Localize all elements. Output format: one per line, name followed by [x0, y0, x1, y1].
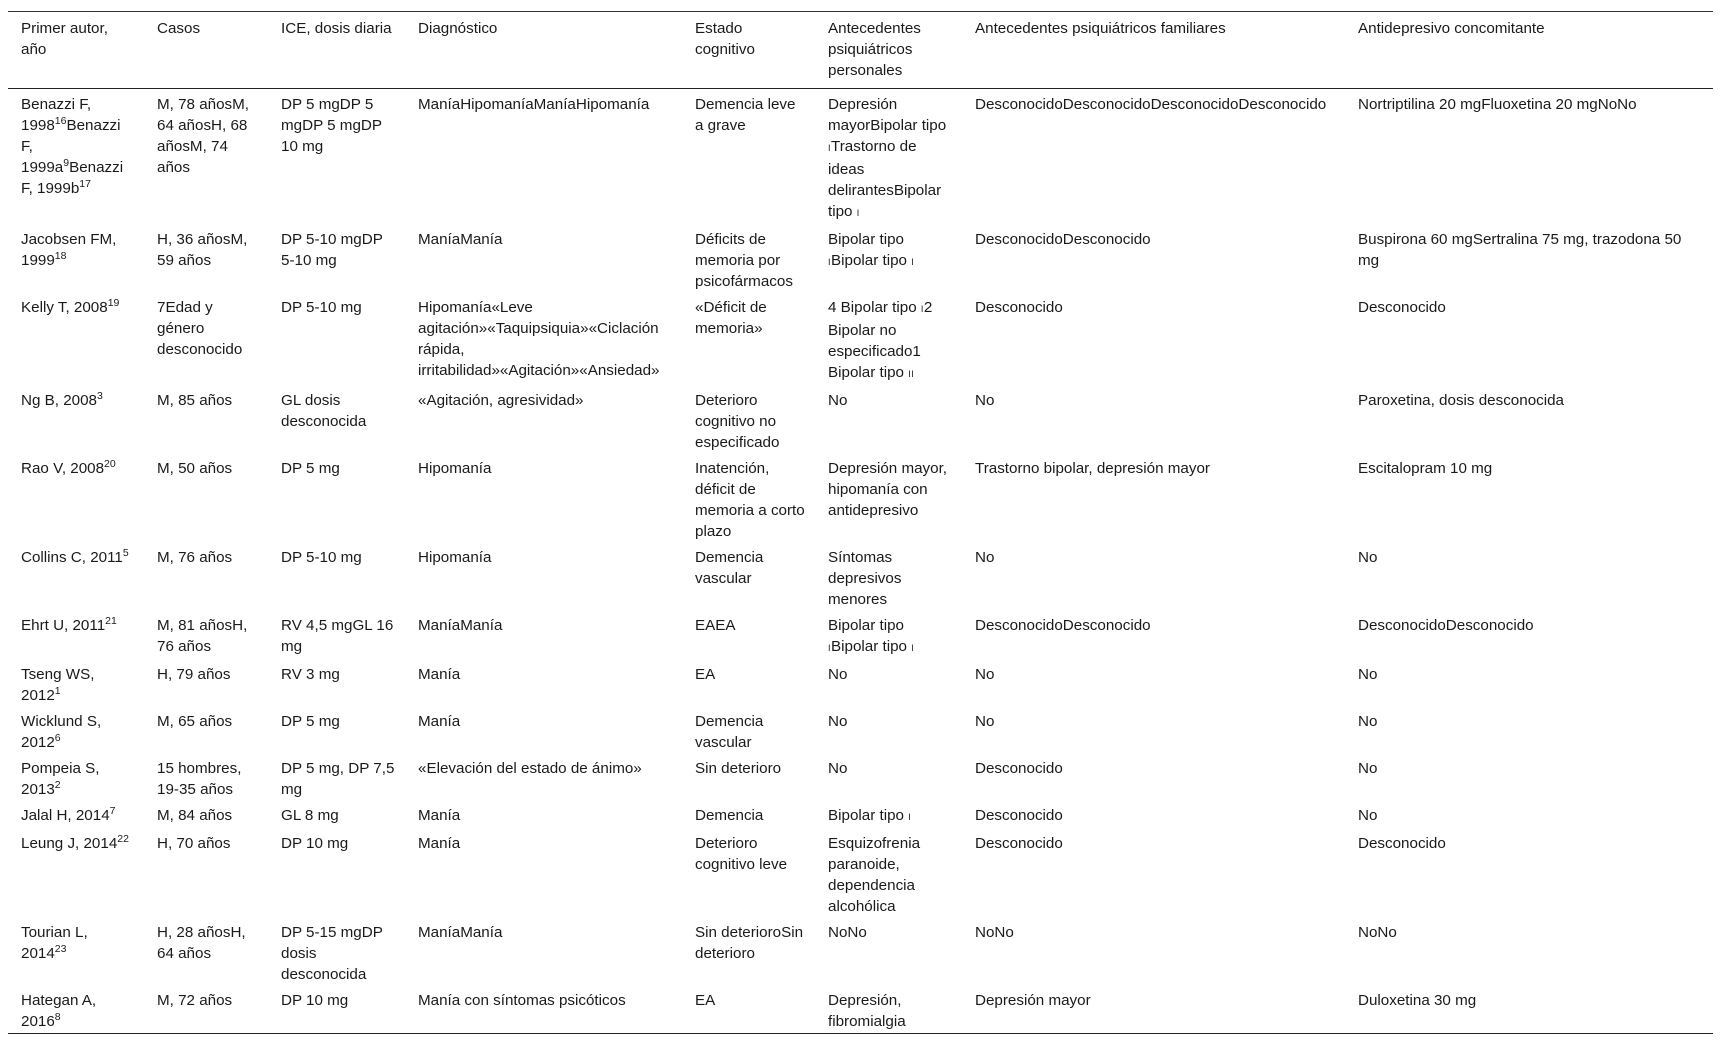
cell-cognitive: Sin deterioroSin deterioro: [695, 924, 804, 962]
cell-diagnosis: ManíaManía: [418, 924, 503, 941]
cell-diagnosis: ManíaManía: [418, 617, 503, 634]
cell-dose: DP 5-10 mg: [281, 549, 362, 566]
cell-antidepressant: No: [1358, 713, 1378, 730]
header-author: Primer autor, año: [21, 20, 108, 58]
cell-diagnosis: Hipomanía«Leve agitación»«Taquipsiquia»«Ciclación rápida, irritabilidad»«Agitación»«Ansiedad»: [418, 299, 660, 379]
cell-antidepressant: No: [1358, 760, 1378, 777]
cell-family-history: No: [975, 713, 995, 730]
cell-cases: M, 50 años: [157, 460, 233, 477]
table-row: [8, 611, 1713, 660]
cell-family-history: DesconocidoDesconocido: [975, 231, 1151, 248]
cell-author: Tourian L, 2014$^{23}$: [21, 924, 88, 962]
cell-diagnosis: «Elevación del estado de ánimo»: [418, 760, 642, 777]
cell-cognitive: EA: [695, 666, 716, 683]
cell-dose: GL dosis desconocida: [281, 392, 367, 430]
cell-family-history: Depresión mayor: [975, 992, 1091, 1009]
cell-personal-history: Depresión, fibromialgia: [828, 992, 906, 1030]
cell-dose: RV 4,5 mgGL 16 mg: [281, 617, 394, 655]
cell-dose: RV 3 mg: [281, 666, 340, 683]
cell-antidepressant: Paroxetina, dosis desconocida: [1358, 392, 1565, 409]
table-row: [8, 293, 1713, 386]
cell-personal-history: No: [828, 392, 848, 409]
cell-dose: DP 5-15 mgDP dosis desconocida: [281, 924, 383, 983]
table-row: [8, 829, 1713, 918]
cell-personal-history: 4 Bipolar tipo I2 Bipolar no especificado1 Bipolar tipo II: [828, 299, 933, 381]
cell-cases: 7Edad y género desconocido: [157, 299, 243, 358]
cell-antidepressant: Desconocido: [1358, 299, 1446, 316]
cell-family-history: DesconocidoDesconocido: [975, 617, 1151, 634]
cell-dose: DP 5 mg: [281, 460, 340, 477]
cell-diagnosis: Manía: [418, 666, 461, 683]
table-header-row: [8, 12, 1713, 89]
table-row: [8, 801, 1713, 829]
cell-antidepressant: No: [1358, 549, 1378, 566]
cell-family-history: Desconocido: [975, 760, 1063, 777]
cell-author: Tseng WS, 2012$^1$: [21, 666, 95, 704]
cell-author: Hategan A, 2016$^8$: [21, 992, 97, 1030]
header-cases: Casos: [157, 20, 201, 37]
cell-author: Wicklund S, 2012$^6$: [21, 713, 102, 751]
cell-cognitive: Sin deterioro: [695, 760, 782, 777]
cell-cognitive: Inatención, déficit de memoria a corto plazo: [695, 460, 805, 540]
table-row: [8, 543, 1713, 611]
cell-cases: H, 70 años: [157, 835, 231, 852]
cell-cognitive: Deterioro cognitivo leve: [695, 835, 788, 873]
cell-dose: GL 8 mg: [281, 807, 339, 824]
cell-dose: DP 10 mg: [281, 835, 349, 852]
cell-antidepressant: DesconocidoDesconocido: [1358, 617, 1534, 634]
cell-diagnosis: Manía: [418, 807, 461, 824]
table-row: [8, 986, 1713, 1034]
cell-family-history: Desconocido: [975, 807, 1063, 824]
cell-cases: M, 85 años: [157, 392, 233, 409]
cell-diagnosis: «Agitación, agresividad»: [418, 392, 584, 409]
cell-diagnosis: Manía: [418, 713, 461, 730]
cell-personal-history: No: [828, 666, 848, 683]
case-reports-table: [8, 11, 1713, 1034]
cell-author: Ehrt U, 2011$^{21}$: [21, 614, 117, 634]
cell-diagnosis: Hipomanía: [418, 460, 492, 477]
cell-cases: H, 36 añosM, 59 años: [157, 231, 248, 269]
table-row: [8, 454, 1713, 543]
cell-author: Kelly T, 2008$^{19}$: [21, 296, 120, 316]
cell-cognitive: Deterioro cognitivo no especificado: [695, 392, 780, 451]
cell-cognitive: «Déficit de memoria»: [695, 299, 767, 337]
cell-personal-history: Depresión mayorBipolar tipo ITrastorno de ideas delirantesBipolar tipo I: [828, 96, 947, 220]
table-row: [8, 225, 1713, 293]
cell-personal-history: Síntomas depresivos menores: [828, 549, 902, 608]
cell-family-history: Trastorno bipolar, depresión mayor: [975, 460, 1210, 477]
cell-antidepressant: No: [1358, 807, 1378, 824]
header-family-history: Antecedentes psiquiátricos familiares: [975, 20, 1226, 37]
cell-personal-history: Bipolar tipo IBipolar tipo I: [828, 617, 915, 655]
table-row: [8, 660, 1713, 707]
cell-personal-history: Bipolar tipo I: [828, 807, 912, 824]
cell-cognitive: Demencia vascular: [695, 713, 764, 751]
cell-family-history: Desconocido: [975, 835, 1063, 852]
cell-dose: DP 10 mg: [281, 992, 349, 1009]
table-row: [8, 754, 1713, 801]
cell-cognitive: Demencia: [695, 807, 764, 824]
table-row: [8, 89, 1713, 226]
cell-cases: 15 hombres, 19-35 años: [157, 760, 242, 798]
cell-diagnosis: ManíaManía: [418, 231, 503, 248]
cell-antidepressant: Nortriptilina 20 mgFluoxetina 20 mgNoNo: [1358, 96, 1637, 113]
cell-cases: M, 76 años: [157, 549, 233, 566]
table-row: [8, 707, 1713, 754]
cell-cognitive: Déficits de memoria por psicofármacos: [695, 231, 793, 290]
cell-cognitive: Demencia leve a grave: [695, 96, 796, 134]
cell-personal-history: Bipolar tipo IBipolar tipo I: [828, 231, 915, 269]
cell-personal-history: No: [828, 760, 848, 777]
cell-dose: DP 5-10 mgDP 5-10 mg: [281, 231, 383, 269]
cell-personal-history: No: [828, 713, 848, 730]
table-row: [8, 918, 1713, 986]
header-personal-history: Antecedentes psiquiátricos personales: [828, 20, 921, 79]
cell-cases: M, 84 años: [157, 807, 233, 824]
cell-cognitive: Demencia vascular: [695, 549, 764, 587]
cell-antidepressant: NoNo: [1358, 924, 1397, 941]
cell-diagnosis: Manía con síntomas psicóticos: [418, 992, 626, 1009]
cell-antidepressant: Duloxetina 30 mg: [1358, 992, 1477, 1009]
cell-antidepressant: Desconocido: [1358, 835, 1446, 852]
cell-cases: M, 65 años: [157, 713, 233, 730]
cell-author: Leung J, 2014$^{22}$: [21, 832, 129, 852]
cell-diagnosis: ManíaHipomaníaManíaHipomanía: [418, 96, 650, 113]
header-cognitive: Estado cognitivo: [695, 20, 755, 58]
cell-dose: DP 5 mg, DP 7,5 mg: [281, 760, 395, 798]
cell-family-history: No: [975, 666, 995, 683]
cell-cases: H, 28 añosH, 64 años: [157, 924, 246, 962]
cell-family-history: NoNo: [975, 924, 1014, 941]
cell-dose: DP 5 mgDP 5 mgDP 5 mgDP 10 mg: [281, 96, 382, 155]
cell-personal-history: Depresión mayor, hipomanía con antidepresivo: [828, 460, 948, 519]
cell-author: Jalal H, 2014$^7$: [21, 804, 116, 824]
table-row: [8, 386, 1713, 454]
cell-personal-history: NoNo: [828, 924, 867, 941]
header-antidepressant: Antidepresivo concomitante: [1358, 20, 1545, 37]
cell-cognitive: EAEA: [695, 617, 736, 634]
table-container: [8, 11, 1713, 1034]
cell-author: Ng B, 2008$^3$: [21, 389, 103, 409]
cell-diagnosis: Manía: [418, 835, 461, 852]
cell-cases: M, 78 añosM, 64 añosH, 68 añosM, 74 años: [157, 96, 250, 176]
cell-author: Jacobsen FM, 1999$^{18}$: [21, 231, 117, 269]
cell-author: Rao V, 2008$^{20}$: [21, 457, 116, 477]
cell-cases: H, 79 años: [157, 666, 231, 683]
cell-family-history: No: [975, 549, 995, 566]
cell-cognitive: EA: [695, 992, 716, 1009]
cell-family-history: Desconocido: [975, 299, 1063, 316]
cell-antidepressant: Buspirona 60 mgSertralina 75 mg, trazodona 50 mg: [1358, 231, 1682, 269]
header-dose: ICE, dosis diaria: [281, 20, 392, 37]
cell-antidepressant: No: [1358, 666, 1378, 683]
cell-family-history: DesconocidoDesconocidoDesconocidoDesconocido: [975, 96, 1327, 113]
cell-family-history: No: [975, 392, 995, 409]
cell-cases: M, 72 años: [157, 992, 233, 1009]
cell-personal-history: Esquizofrenia paranoide, dependencia alcohólica: [828, 835, 921, 915]
cell-cases: M, 81 añosH, 76 años: [157, 617, 248, 655]
cell-antidepressant: Escitalopram 10 mg: [1358, 460, 1493, 477]
cell-dose: DP 5 mg: [281, 713, 340, 730]
header-diagnosis: Diagnóstico: [418, 20, 498, 37]
cell-author: Benazzi F, 1998$^{16}$Benazzi F, $1999a^9Benazzi$ F, $1999b^{17}$: [21, 96, 124, 197]
cell-author: Collins C, 2011$^5$: [21, 546, 129, 566]
cell-dose: DP 5-10 mg: [281, 299, 362, 316]
cell-diagnosis: Hipomanía: [418, 549, 492, 566]
cell-author: Pompeia S, 2013$^2$: [21, 760, 100, 798]
